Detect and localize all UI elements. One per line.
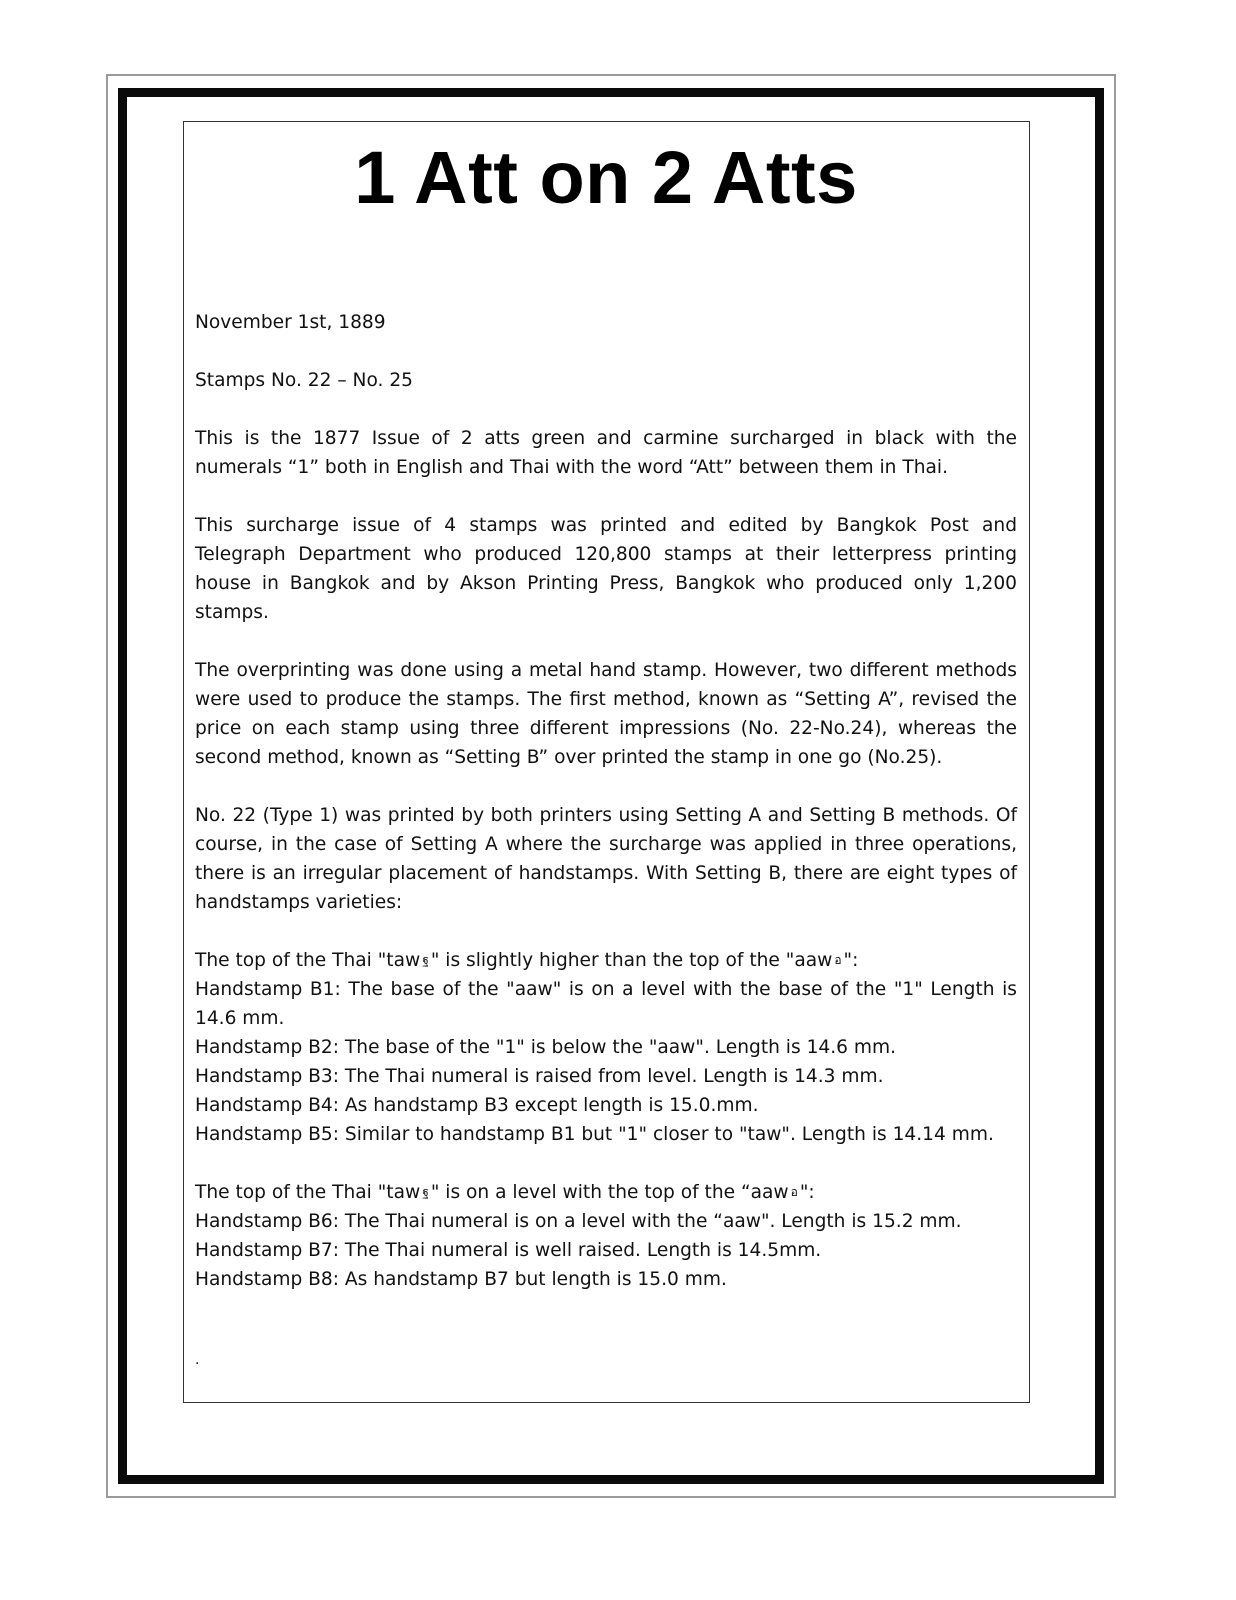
handstamp-b5: Handstamp B5: Similar to handstamp B1 but "1" closer to "taw". Length is 14.14 mm. [195, 1124, 994, 1145]
paragraph-printing-details: This surcharge issue of 4 stamps was printed and edited by Bangkok Post and Telegraph Department who produced 120,800 stamps at their letterpress printing house in Bangkok and by Akson Printing Press, Bangkok who produced only 1,200 stamps. [195, 515, 1017, 623]
handstamp-b3: Handstamp B3: The Thai numeral is raised from level. Length is 14.3 mm. [195, 1066, 884, 1087]
group-a-intro-text-1: The top of the Thai "taw [195, 950, 421, 971]
document-body [195, 308, 1017, 1375]
group-b-intro-text-3: ": [799, 1182, 815, 1203]
page-title: 1 Att on 2 Atts [354, 136, 858, 219]
group-a-intro-text-3: ": [843, 950, 859, 971]
handstamp-b4: Handstamp B4: As handstamp B3 except length is 15.0.mm. [195, 1095, 759, 1116]
handstamp-b8: Handstamp B8: As handstamp B7 but length is 15.0 mm. [195, 1269, 727, 1290]
thai-aaw-glyph: อ [790, 1185, 798, 1199]
group-b-intro [195, 1178, 1017, 1207]
issue-date: November 1st, 1889 [195, 312, 386, 333]
paragraph-overprinting-methods: The overprinting was done using a metal hand stamp. However, two different methods were used to produce the stamps. The first method, known as “Setting A”, revised the price on each stamp using three different impressions (No. 22-No.24), whereas the second method, known as “Setting B” over printed the stamp in one go (No.25). [195, 660, 1017, 768]
stamp-numbers: Stamps No. 22 – No. 25 [195, 370, 413, 391]
paragraph-issue-description: This is the 1877 Issue of 2 atts green and carmine surcharged in black with the numerals “1” both in English and Thai with the word “Att” between them in Thai. [195, 428, 1017, 478]
content-panel [183, 121, 1030, 1403]
handstamp-b1: Handstamp B1: The base of the "aaw" is on a level with the base of the "1" Length is 14.6 mm. [195, 979, 1017, 1029]
group-b-intro-text-2: " is on a level with the top of the “aaw [430, 1182, 789, 1203]
handstamp-b6: Handstamp B6: The Thai numeral is on a level with the “aaw". Length is 15.2 mm. [195, 1211, 962, 1232]
thai-taw-glyph: ฐ [422, 953, 429, 967]
group-b-intro-text-1: The top of the Thai "taw [195, 1182, 421, 1203]
group-a-intro-text-2: " is slightly higher than the top of the "aaw [430, 950, 833, 971]
group-a-intro [195, 946, 1017, 975]
thai-taw-glyph: ฐ [422, 1185, 429, 1199]
paragraph-type-one-varieties: No. 22 (Type 1) was printed by both printers using Setting A and Setting B methods. Of course, in the case of Setting A where the surcharge was applied in three operations, there is an irregular placement of handstamps. With Setting B, there are eight types of handstamps varieties: [195, 805, 1017, 913]
trailing-mark: . [195, 1352, 200, 1368]
handstamp-b7: Handstamp B7: The Thai numeral is well raised. Length is 14.5mm. [195, 1240, 822, 1261]
handstamp-b2: Handstamp B2: The base of the "1" is below the "aaw". Length is 14.6 mm. [195, 1037, 897, 1058]
thai-aaw-glyph: อ [834, 953, 842, 967]
